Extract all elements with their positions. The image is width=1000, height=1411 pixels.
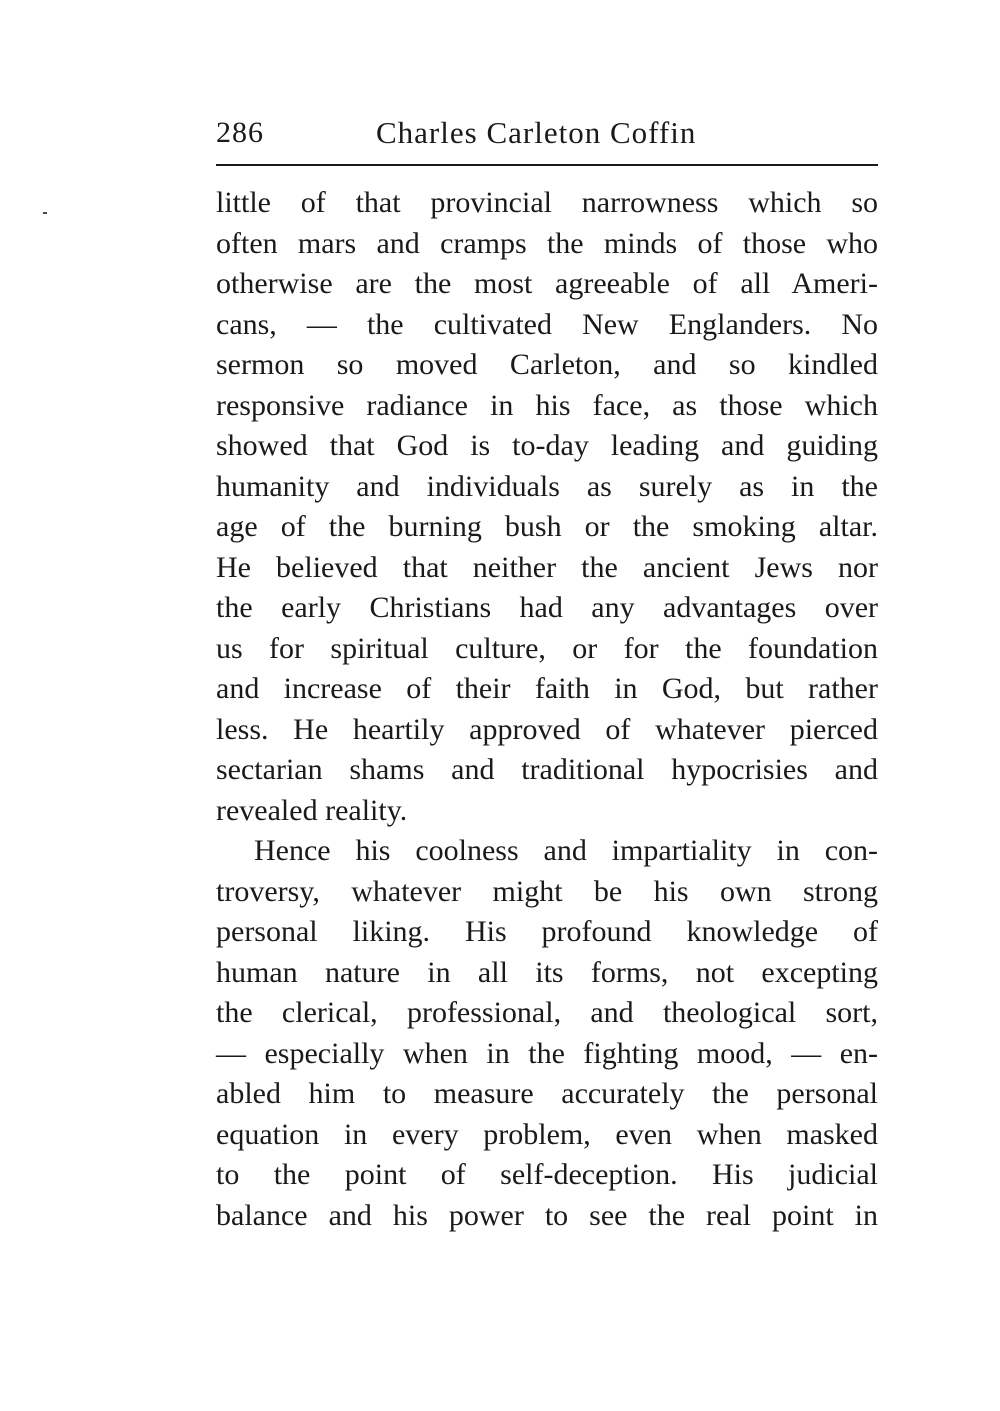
- text-line: otherwise are the most agreeable of all Ameri-: [216, 267, 878, 300]
- text-line: cans, — the cultivated New Englanders. No: [216, 307, 878, 341]
- text-line: to the point of self-deception. His judicial: [216, 1158, 878, 1191]
- text-line: revealed reality.: [216, 793, 408, 827]
- text-line: less. He heartily approved of whatever pierced: [216, 712, 878, 746]
- paragraph-1: [216, 183, 878, 831]
- text-line: sermon so moved Carleton, and so kindled: [216, 348, 878, 381]
- text-line: little of that provincial narrowness which so: [216, 186, 878, 219]
- text-line: and increase of their faith in God, but rather: [216, 672, 878, 705]
- text-line: balance and his power to see the real point in: [216, 1198, 878, 1232]
- text-line: often mars and cramps the minds of those who: [216, 226, 878, 260]
- text-line: — especially when in the fighting mood, — en-: [216, 1036, 878, 1070]
- text-line: sectarian shams and traditional hypocrisies and: [216, 753, 878, 786]
- text-line: us for spiritual culture, or for the foundation: [216, 631, 878, 665]
- text-line: personal liking. His profound knowledge of: [216, 915, 878, 948]
- text-line: responsive radiance in his face, as those which: [216, 388, 878, 422]
- text-line: Hence his coolness and impartiality in con-: [254, 834, 878, 867]
- text-line: the early Christians had any advantages over: [216, 591, 878, 624]
- text-line: showed that God is to-day leading and guiding: [216, 429, 878, 462]
- text-line: human nature in all its forms, not excepting: [216, 955, 878, 989]
- text-line: the clerical, professional, and theological sort,: [216, 996, 878, 1029]
- page-header: [216, 108, 878, 158]
- text-line: He believed that neither the ancient Jews nor: [216, 550, 878, 584]
- body-text: [216, 183, 878, 1236]
- header-rule: [216, 164, 878, 166]
- text-line: abled him to measure accurately the personal: [216, 1077, 878, 1110]
- text-line: age of the burning bush or the smoking altar.: [216, 510, 878, 543]
- text-line: troversy, whatever might be his own strong: [216, 874, 878, 908]
- page-number: 286: [216, 116, 264, 149]
- paragraph-2: [216, 831, 878, 1236]
- margin-speck: [43, 212, 47, 214]
- text-line: humanity and individuals as surely as in the: [216, 469, 878, 503]
- text-line: equation in every problem, even when masked: [216, 1117, 878, 1151]
- running-head-title: Charles Carleton Coffin: [376, 115, 697, 150]
